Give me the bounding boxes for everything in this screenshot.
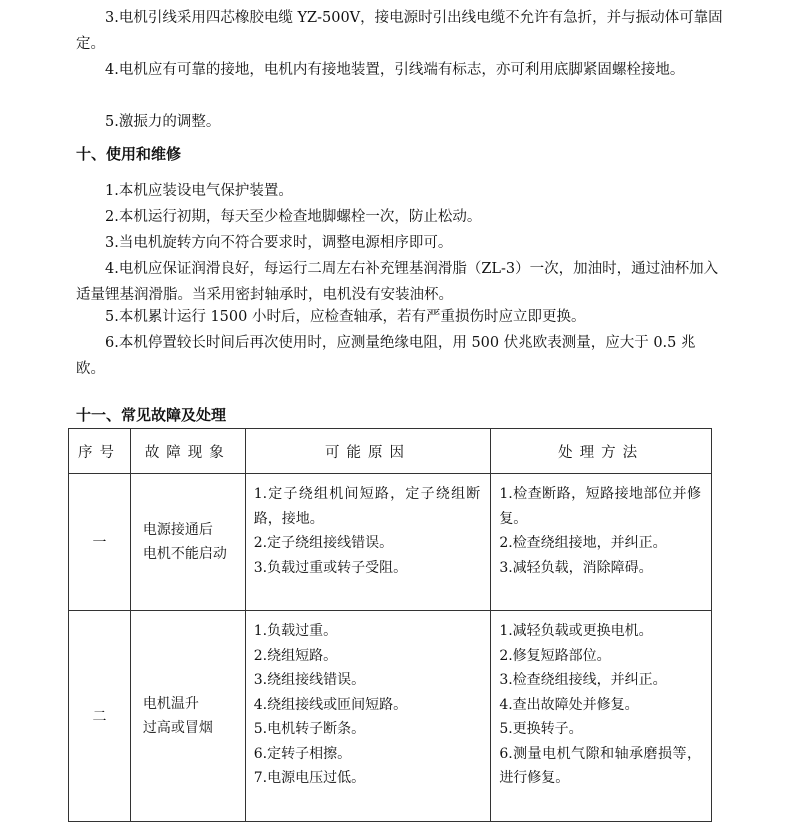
cause-item: 1.定子绕组机间短路，定子绕组断路，接地。 [253,486,481,527]
cause-item: 2.绕组短路。 [253,647,338,664]
header-symptom: 故障现象 [130,429,245,474]
fault-table-header-row [69,429,712,474]
maintenance-item-3: 3.当电机旋转方向不符合要求时，调整电源相序即可。 [105,235,453,251]
cause-item: 1.负载过重。 [253,623,338,639]
cause-item: 6.定转子相擦。 [253,745,352,762]
maintenance-item-4: 4.电机应保证润滑良好，每运行二周左右补充锂基润滑脂（ZL-3）一次，加油时，通过油杯加入适量锂基润滑脂。当采用密封轴承时，电机没有安装油杯。 [76,261,719,303]
maintenance-item-1: 1.本机应装设电气保护装置。 [105,183,293,199]
remedy-item: 5.更换转子。 [499,721,583,737]
cause-item: 7.电源电压过低。 [253,770,366,786]
symptom-cell [130,611,245,822]
cause-item: 5.电机转子断条。 [253,721,366,737]
table-row [69,611,712,822]
cause-item: 3.负载过重或转子受阻。 [253,559,408,576]
header-remedies: 处理方法 [491,429,712,474]
symptom-line: 电机不能启动 [142,546,227,562]
remedy-item: 6.测量电机气隙和轴承磨损等，进行修复。 [499,745,701,786]
section-heading-use-maintenance: 十、使用和维修 [76,145,182,163]
symptom-cell [130,474,245,611]
remedy-item: 3.减轻负载，消除障碍。 [499,559,653,576]
header-number: 序号 [69,429,131,474]
header-causes: 可能原因 [245,429,491,474]
maintenance-item-6: 6.本机停置较长时间后再次使用时，应测量绝缘电阻，用 500 伏兆欧表测量，应大于 0.5 兆欧。 [76,335,696,377]
causes-cell [245,474,491,611]
remedy-item: 1.检查断路，短路接地部位并修复。 [499,486,701,527]
section-heading-faults: 十一、常见故障及处理 [76,406,227,424]
remedy-item: 2.检查绕组接地，并纠正。 [499,535,667,551]
install-item-5: 5.激振力的调整。 [105,114,221,130]
maintenance-item-2: 2.本机运行初期，每天至少检查地脚螺栓一次，防止松动。 [105,209,482,225]
remedy-item: 1.减轻负载或更换电机。 [499,623,653,639]
remedies-cell [491,611,712,822]
cause-item: 4.绕组接线或匝间短路。 [253,696,408,713]
row-number: 二 [69,611,131,822]
install-item-4: 4.电机应有可靠的接地，电机内有接地装置，引线端有标志，亦可利用底脚紧固螺栓接地。 [105,62,685,78]
row-number: 一 [69,474,131,611]
remedies-cell [491,474,712,611]
cause-item: 3.绕组接线错误。 [253,672,366,688]
causes-cell [245,611,491,822]
symptom-line: 电机温升 [142,695,199,712]
remedy-item: 3.检查绕组接线，并纠正。 [499,672,667,688]
table-row [69,474,712,611]
symptom-line: 电源接通后 [142,521,213,538]
fault-table [68,428,712,822]
remedy-item: 4.查出故障处并修复。 [499,696,639,713]
symptom-line: 过高或冒烟 [142,720,213,736]
install-item-3: 3.电机引线采用四芯橡胶电缆 YZ-500V，接电源时引出线电缆不允许有急折，并与振动体可靠固定。 [76,10,723,52]
cause-item: 2.定子绕组接线错误。 [253,535,394,551]
maintenance-item-5: 5.本机累计运行 1500 小时后，应检查轴承，若有严重损伤时应立即更换。 [105,309,586,325]
remedy-item: 2.修复短路部位。 [499,647,611,664]
